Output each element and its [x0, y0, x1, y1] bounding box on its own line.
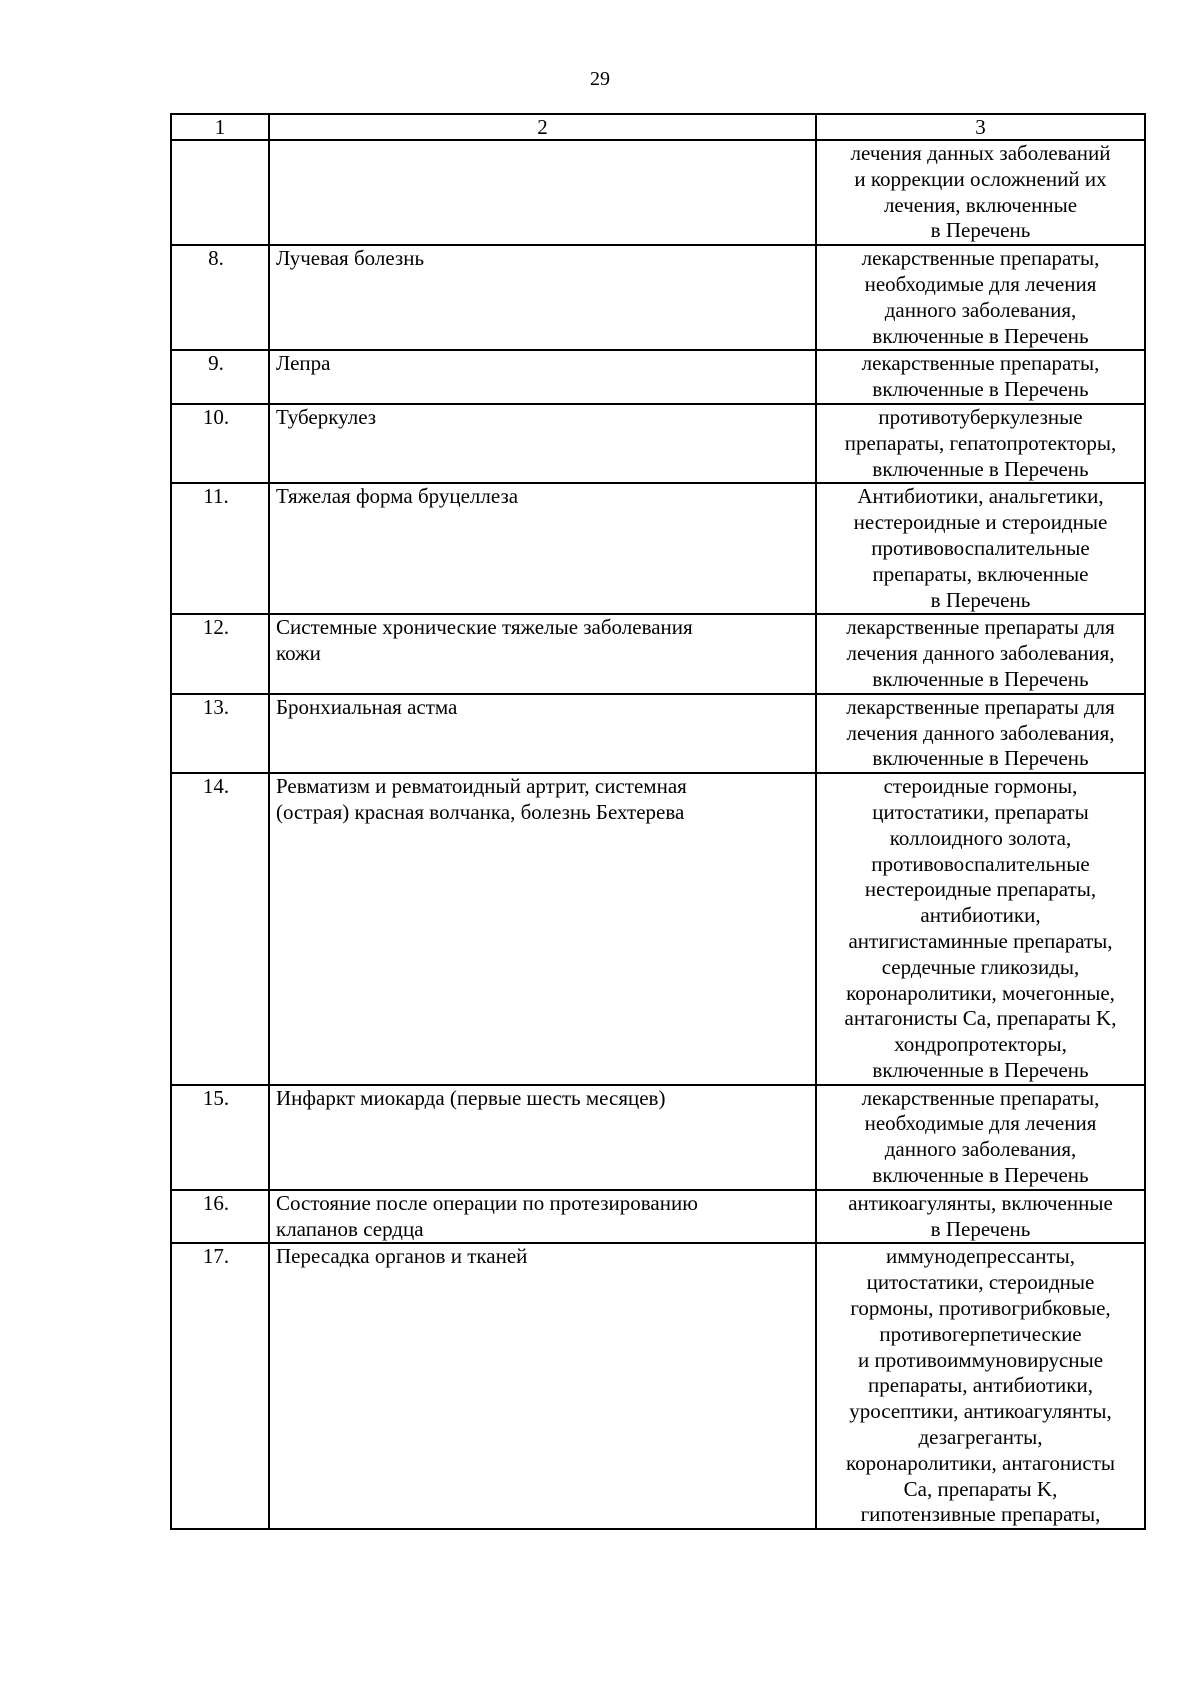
- drugs-line: коронаролитики, мочегонные,: [846, 980, 1115, 1005]
- drugs-line: включенные в Перечень: [872, 456, 1089, 481]
- disease-cell: [269, 404, 816, 483]
- drugs-cell: [816, 1190, 1145, 1244]
- table-header-row: [171, 114, 1145, 140]
- row-number: 9.: [171, 350, 269, 404]
- disease-line: Системные хронические тяжелые заболевания: [276, 615, 693, 640]
- drugs-cell: [816, 350, 1145, 404]
- row-number: 11.: [171, 483, 269, 614]
- drugs-line: включенные в Перечень: [872, 1057, 1089, 1082]
- drugs-line: и противоиммуновирусные: [857, 1347, 1104, 1372]
- drugs-line: уросептики, антикоагулянты,: [849, 1399, 1112, 1424]
- row-number: 15.: [171, 1085, 269, 1190]
- row-number: 16.: [171, 1190, 269, 1244]
- disease-line: Ревматизм и ревматоидный артрит, системная: [276, 774, 687, 799]
- drugs-line: лечения данного заболевания,: [846, 641, 1115, 666]
- disease-line: клапанов сердца: [276, 1216, 424, 1241]
- drugs-line: Антибиотики, анальгетики,: [857, 484, 1104, 509]
- disease-cell: [269, 1190, 816, 1244]
- row-number: 14.: [171, 773, 269, 1085]
- table-row: [171, 1085, 1145, 1190]
- disease-line: Состояние после операции по протезированию: [276, 1190, 698, 1215]
- column-header-1: 1: [171, 114, 269, 140]
- drugs-line: лечения, включенные: [883, 192, 1078, 217]
- drugs-line: лекарственные препараты для: [846, 694, 1115, 719]
- drugs-line: препараты, гепатопротекторы,: [844, 430, 1117, 455]
- column-header-2: 2: [269, 114, 816, 140]
- drugs-cell: [816, 614, 1145, 693]
- table-row: [171, 140, 1145, 245]
- drugs-line: противотуберкулезные: [878, 404, 1083, 429]
- drugs-cell: [816, 245, 1145, 350]
- drugs-line: стероидные гормоны,: [883, 774, 1078, 799]
- drugs-line: лекарственные препараты,: [861, 351, 1100, 376]
- table-row: [171, 614, 1145, 693]
- row-number: 17.: [171, 1243, 269, 1529]
- drugs-line: антикоагулянты, включенные: [848, 1190, 1113, 1215]
- table-row: [171, 694, 1145, 773]
- table-row: [171, 350, 1145, 404]
- drugs-cell: [816, 1085, 1145, 1190]
- drugs-line: включенные в Перечень: [872, 1163, 1089, 1188]
- disease-line: Лучевая болезнь: [276, 246, 425, 271]
- disease-cell: [269, 140, 816, 245]
- table-row: [171, 245, 1145, 350]
- drugs-line: сердечные гликозиды,: [881, 954, 1080, 979]
- disease-cell: [269, 350, 816, 404]
- table-row: [171, 773, 1145, 1085]
- drugs-line: коллоидного золота,: [889, 825, 1072, 850]
- drugs-cell: [816, 1243, 1145, 1529]
- row-number: 12.: [171, 614, 269, 693]
- drugs-line: Са, препараты K,: [903, 1476, 1058, 1501]
- drugs-line: нестероидные и стероидные: [853, 510, 1108, 535]
- drugs-line: нестероидные препараты,: [864, 877, 1097, 902]
- page-number: 29: [590, 68, 610, 90]
- drugs-line: лекарственные препараты для: [846, 615, 1115, 640]
- disease-line: Лепра: [276, 351, 331, 376]
- column-header-3: 3: [816, 114, 1145, 140]
- drugs-line: цитостатики, препараты: [872, 799, 1089, 824]
- drugs-line: в Перечень: [930, 218, 1031, 243]
- disease-line: Тяжелая форма бруцеллеза: [276, 484, 519, 509]
- row-number: 10.: [171, 404, 269, 483]
- table-row: [171, 483, 1145, 614]
- drugs-line: лекарственные препараты,: [861, 1085, 1100, 1110]
- drugs-line: лечения данного заболевания,: [846, 720, 1115, 745]
- table-row: [171, 1243, 1145, 1529]
- drugs-line: гормоны, противогрибковые,: [850, 1296, 1111, 1321]
- drugs-line: цитостатики, стероидные: [866, 1270, 1095, 1295]
- drugs-line: коронаролитики, антагонисты: [846, 1450, 1115, 1475]
- drugs-line: антибиотики,: [920, 903, 1041, 928]
- drugs-cell: [816, 694, 1145, 773]
- disease-line: Бронхиальная астма: [276, 694, 458, 719]
- drugs-line: иммунодепрессанты,: [885, 1244, 1076, 1269]
- disease-cell: [269, 694, 816, 773]
- drugs-cell: [816, 140, 1145, 245]
- drugs-line: противовоспалительные: [871, 535, 1090, 560]
- disease-cell: [269, 245, 816, 350]
- drugs-line: необходимые для лечения: [864, 271, 1097, 296]
- table-row: [171, 1190, 1145, 1244]
- drugs-cell: [816, 483, 1145, 614]
- drugs-line: и коррекции осложнений их: [854, 166, 1107, 191]
- drugs-line: данного заболевания,: [884, 1137, 1077, 1162]
- disease-line: (острая) красная волчанка, болезнь Бехтерева: [276, 799, 685, 824]
- disease-cell: [269, 1243, 816, 1529]
- drugs-line: препараты, включенные: [872, 561, 1089, 586]
- drugs-line: лечения данных заболеваний: [850, 141, 1111, 165]
- disease-cell: [269, 773, 816, 1085]
- drugs-line: антигистаминные препараты,: [848, 928, 1113, 953]
- drugs-line: противовоспалительные: [871, 851, 1090, 876]
- drugs-line: включенные в Перечень: [872, 377, 1089, 402]
- row-number: [171, 140, 269, 245]
- drugs-line: включенные в Перечень: [872, 323, 1089, 348]
- drugs-line: включенные в Перечень: [872, 746, 1089, 771]
- drugs-line: противогерпетические: [879, 1321, 1082, 1346]
- drugs-line: хондропротекторы,: [894, 1032, 1067, 1057]
- drugs-line: препараты, антибиотики,: [868, 1373, 1093, 1398]
- disease-line: Туберкулез: [276, 404, 377, 429]
- disease-cell: [269, 483, 816, 614]
- drugs-cell: [816, 773, 1145, 1085]
- disease-line: Инфаркт миокарда (первые шесть месяцев): [276, 1085, 666, 1110]
- disease-line: кожи: [276, 641, 321, 666]
- disease-cell: [269, 1085, 816, 1190]
- drugs-line: необходимые для лечения: [864, 1111, 1097, 1136]
- row-number: 13.: [171, 694, 269, 773]
- drugs-line: включенные в Перечень: [872, 666, 1089, 691]
- drugs-cell: [816, 404, 1145, 483]
- drugs-line: данного заболевания,: [884, 297, 1077, 322]
- table-row: [171, 404, 1145, 483]
- drugs-line: в Перечень: [930, 1216, 1031, 1241]
- drug-list-table: [170, 113, 1146, 1530]
- drugs-line: антагонисты Са, препараты K,: [844, 1006, 1117, 1031]
- disease-cell: [269, 614, 816, 693]
- drugs-line: дезагреганты,: [918, 1425, 1043, 1450]
- disease-line: Пересадка органов и тканей: [276, 1244, 528, 1269]
- drugs-line: гипотензивные препараты,: [860, 1502, 1101, 1527]
- drugs-line: в Перечень: [930, 587, 1031, 612]
- drugs-line: лекарственные препараты,: [861, 246, 1100, 271]
- row-number: 8.: [171, 245, 269, 350]
